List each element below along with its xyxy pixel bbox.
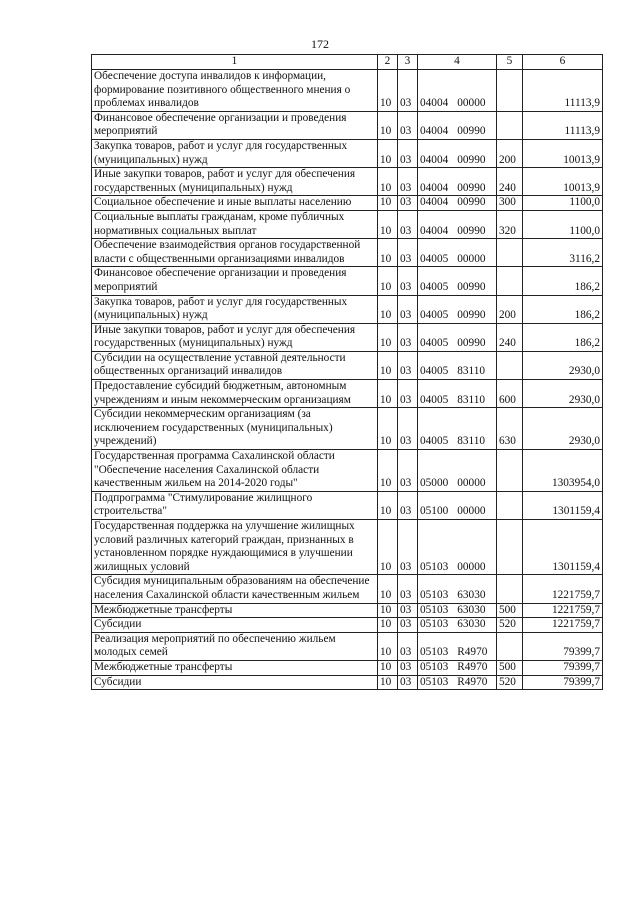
subsection-code: 03	[398, 380, 418, 408]
subsection-code: 03	[398, 520, 418, 575]
page-number: 172	[311, 37, 329, 51]
amount: 1301159,4	[523, 520, 603, 575]
target-article	[418, 603, 497, 618]
section-code: 10	[378, 239, 398, 267]
column-header: 4	[418, 55, 497, 70]
table-row	[92, 196, 603, 211]
row-name: Закупка товаров, работ и услуг для государственных (муниципальных) нужд	[92, 139, 378, 167]
target-article	[418, 139, 497, 167]
row-name: Субсидии	[92, 618, 378, 633]
target-direction-code: 83110	[457, 393, 486, 406]
expense-type: 240	[497, 168, 523, 196]
amount: 79399,7	[523, 632, 603, 660]
row-name: Государственная поддержка на улучшение жилищных условий различных категорий граждан, признанных в установленном порядке нуждающимися в улучшении жилищных условий	[92, 520, 378, 575]
target-direction-code: 00000	[457, 560, 486, 573]
target-article	[418, 618, 497, 633]
target-direction-code: 00990	[457, 280, 486, 293]
expense-type: 520	[497, 675, 523, 690]
expense-type	[497, 111, 523, 139]
expense-type: 300	[497, 196, 523, 211]
target-article	[418, 323, 497, 351]
target-program-code: 04005	[420, 280, 449, 293]
target-article	[418, 491, 497, 519]
amount: 1100,0	[523, 210, 603, 238]
target-article	[418, 210, 497, 238]
table-row	[92, 111, 603, 139]
row-name: Обеспечение доступа инвалидов к информации, формирование позитивного общественного мнения о проблемах инвалидов	[92, 70, 378, 112]
subsection-code: 03	[398, 295, 418, 323]
target-program-code: 05103	[420, 660, 449, 673]
expense-type	[497, 267, 523, 295]
amount: 186,2	[523, 267, 603, 295]
subsection-code: 03	[398, 408, 418, 450]
section-code: 10	[378, 408, 398, 450]
row-name: Финансовое обеспечение организации и проведения мероприятий	[92, 111, 378, 139]
target-program-code: 04004	[420, 97, 449, 110]
target-article	[418, 295, 497, 323]
row-name: Иные закупки товаров, работ и услуг для обеспечения государственных (муниципальных) нужд	[92, 323, 378, 351]
subsection-code: 03	[398, 210, 418, 238]
section-code: 10	[378, 295, 398, 323]
table-row	[92, 380, 603, 408]
expense-type	[497, 491, 523, 519]
section-code: 10	[378, 491, 398, 519]
subsection-code: 03	[398, 168, 418, 196]
target-article	[418, 168, 497, 196]
expense-type: 200	[497, 295, 523, 323]
section-code: 10	[378, 575, 398, 603]
table-row	[92, 295, 603, 323]
amount: 10013,9	[523, 139, 603, 167]
target-program-code: 04005	[420, 393, 449, 406]
expense-type: 500	[497, 603, 523, 618]
table-row	[92, 323, 603, 351]
target-article	[418, 675, 497, 690]
table-row	[92, 632, 603, 660]
target-program-code: 04005	[420, 365, 449, 378]
amount: 79399,7	[523, 660, 603, 675]
expense-type: 320	[497, 210, 523, 238]
amount: 11113,9	[523, 111, 603, 139]
target-program-code: 05100	[420, 505, 449, 518]
subsection-code: 03	[398, 632, 418, 660]
amount: 186,2	[523, 323, 603, 351]
expense-type	[497, 239, 523, 267]
amount: 2930,0	[523, 351, 603, 379]
section-code: 10	[378, 196, 398, 211]
target-program-code: 04004	[420, 153, 449, 166]
expense-type	[497, 70, 523, 112]
column-header: 5	[497, 55, 523, 70]
target-article	[418, 660, 497, 675]
amount: 1221759,7	[523, 603, 603, 618]
section-code: 10	[378, 351, 398, 379]
expense-type: 630	[497, 408, 523, 450]
expense-type	[497, 632, 523, 660]
row-name: Финансовое обеспечение организации и проведения мероприятий	[92, 267, 378, 295]
table-row	[92, 267, 603, 295]
amount: 79399,7	[523, 675, 603, 690]
table-row	[92, 408, 603, 450]
target-program-code: 05000	[420, 477, 449, 490]
target-program-code: 05103	[420, 603, 449, 616]
subsection-code: 03	[398, 675, 418, 690]
row-name: Межбюджетные трансферты	[92, 603, 378, 618]
row-name: Иные закупки товаров, работ и услуг для обеспечения государственных (муниципальных) нужд	[92, 168, 378, 196]
row-name: Субсидии	[92, 675, 378, 690]
row-name: Субсидии некоммерческим организациям (за исключением государственных (муниципальных) учреждений)	[92, 408, 378, 450]
target-article	[418, 450, 497, 492]
target-direction-code: 83110	[457, 435, 486, 448]
section-code: 10	[378, 168, 398, 196]
subsection-code: 03	[398, 603, 418, 618]
target-article	[418, 111, 497, 139]
expense-type: 520	[497, 618, 523, 633]
row-name: Обеспечение взаимодействия органов государственной власти с общественными организациями инвалидов	[92, 239, 378, 267]
subsection-code: 03	[398, 351, 418, 379]
subsection-code: 03	[398, 267, 418, 295]
amount: 2930,0	[523, 408, 603, 450]
table-row	[92, 520, 603, 575]
section-code: 10	[378, 111, 398, 139]
subsection-code: 03	[398, 660, 418, 675]
amount: 11113,9	[523, 70, 603, 112]
table-row	[92, 660, 603, 675]
target-program-code: 05103	[420, 618, 449, 631]
target-direction-code: 00990	[457, 181, 486, 194]
target-program-code: 04005	[420, 337, 449, 350]
subsection-code: 03	[398, 491, 418, 519]
row-name: Государственная программа Сахалинской области "Обеспечение населения Сахалинской области качественным жильем на 2014-2020 годы"	[92, 450, 378, 492]
table-row	[92, 575, 603, 603]
row-name: Межбюджетные трансферты	[92, 660, 378, 675]
section-code: 10	[378, 70, 398, 112]
section-code: 10	[378, 450, 398, 492]
table-row	[92, 491, 603, 519]
target-article	[418, 70, 497, 112]
subsection-code: 03	[398, 111, 418, 139]
table-row	[92, 618, 603, 633]
expense-type: 240	[497, 323, 523, 351]
target-direction-code: 00990	[457, 125, 486, 138]
target-program-code: 04005	[420, 252, 449, 265]
subsection-code: 03	[398, 450, 418, 492]
column-header: 1	[92, 55, 378, 70]
subsection-code: 03	[398, 70, 418, 112]
target-article	[418, 632, 497, 660]
target-article	[418, 380, 497, 408]
target-direction-code: 63030	[457, 603, 486, 616]
budget-table	[91, 54, 603, 690]
target-article	[418, 520, 497, 575]
target-direction-code: 00000	[457, 505, 486, 518]
amount: 1301159,4	[523, 491, 603, 519]
amount: 10013,9	[523, 168, 603, 196]
table-row	[92, 70, 603, 112]
target-program-code: 04004	[420, 196, 449, 209]
amount: 2930,0	[523, 380, 603, 408]
target-direction-code: 00990	[457, 224, 486, 237]
amount: 186,2	[523, 295, 603, 323]
target-direction-code: 00990	[457, 196, 486, 209]
amount: 1221759,7	[523, 618, 603, 633]
target-program-code: 05103	[420, 588, 449, 601]
table-row	[92, 450, 603, 492]
section-code: 10	[378, 380, 398, 408]
expense-type: 600	[497, 380, 523, 408]
target-direction-code: 00000	[457, 252, 486, 265]
subsection-code: 03	[398, 575, 418, 603]
subsection-code: 03	[398, 196, 418, 211]
target-direction-code: 63030	[457, 618, 486, 631]
expense-type	[497, 520, 523, 575]
target-article	[418, 408, 497, 450]
row-name: Реализация мероприятий по обеспечению жильем молодых семей	[92, 632, 378, 660]
column-header: 2	[378, 55, 398, 70]
target-program-code: 04005	[420, 435, 449, 448]
section-code: 10	[378, 139, 398, 167]
table-row	[92, 210, 603, 238]
target-direction-code: 00990	[457, 153, 486, 166]
section-code: 10	[378, 323, 398, 351]
row-name: Предоставление субсидий бюджетным, автономным учреждениям и иным некоммерческим организациям	[92, 380, 378, 408]
subsection-code: 03	[398, 618, 418, 633]
target-direction-code: 00990	[457, 337, 486, 350]
subsection-code: 03	[398, 139, 418, 167]
expense-type: 200	[497, 139, 523, 167]
column-header: 3	[398, 55, 418, 70]
table-row	[92, 675, 603, 690]
section-code: 10	[378, 267, 398, 295]
amount: 1221759,7	[523, 575, 603, 603]
header-row	[92, 55, 603, 70]
amount: 1100,0	[523, 196, 603, 211]
row-name: Субсидии на осуществление уставной деятельности общественных организаций инвалидов	[92, 351, 378, 379]
row-name: Социальное обеспечение и иные выплаты населению	[92, 196, 378, 211]
target-article	[418, 239, 497, 267]
target-program-code: 04004	[420, 224, 449, 237]
section-code: 10	[378, 210, 398, 238]
section-code: 10	[378, 632, 398, 660]
row-name: Субсидия муниципальным образованиям на обеспечение населения Сахалинской области качественным жильем	[92, 575, 378, 603]
target-direction-code: R4970	[457, 675, 488, 688]
target-direction-code: R4970	[457, 646, 488, 659]
expense-type	[497, 351, 523, 379]
table-row	[92, 168, 603, 196]
amount: 1303954,0	[523, 450, 603, 492]
table-row	[92, 603, 603, 618]
target-article	[418, 196, 497, 211]
subsection-code: 03	[398, 323, 418, 351]
amount: 3116,2	[523, 239, 603, 267]
target-article	[418, 351, 497, 379]
expense-type	[497, 575, 523, 603]
table-body	[92, 70, 603, 690]
row-name: Закупка товаров, работ и услуг для государственных (муниципальных) нужд	[92, 295, 378, 323]
target-program-code: 05103	[420, 675, 449, 688]
section-code: 10	[378, 603, 398, 618]
target-program-code: 04004	[420, 125, 449, 138]
target-article	[418, 267, 497, 295]
table-row	[92, 239, 603, 267]
target-program-code: 05103	[420, 560, 449, 573]
target-direction-code: 00990	[457, 309, 486, 322]
section-code: 10	[378, 618, 398, 633]
section-code: 10	[378, 520, 398, 575]
target-program-code: 05103	[420, 646, 449, 659]
target-direction-code: R4970	[457, 660, 488, 673]
expense-type: 500	[497, 660, 523, 675]
row-name: Подпрограмма "Стимулирование жилищного строительства"	[92, 491, 378, 519]
target-program-code: 04004	[420, 181, 449, 194]
target-direction-code: 83110	[457, 365, 486, 378]
target-article	[418, 575, 497, 603]
target-direction-code: 63030	[457, 588, 486, 601]
target-direction-code: 00000	[457, 97, 486, 110]
section-code: 10	[378, 675, 398, 690]
table-row	[92, 139, 603, 167]
expense-type	[497, 450, 523, 492]
subsection-code: 03	[398, 239, 418, 267]
target-program-code: 04005	[420, 309, 449, 322]
target-direction-code: 00000	[457, 477, 486, 490]
table-row	[92, 351, 603, 379]
row-name: Социальные выплаты гражданам, кроме публичных нормативных социальных выплат	[92, 210, 378, 238]
section-code: 10	[378, 660, 398, 675]
column-header: 6	[523, 55, 603, 70]
